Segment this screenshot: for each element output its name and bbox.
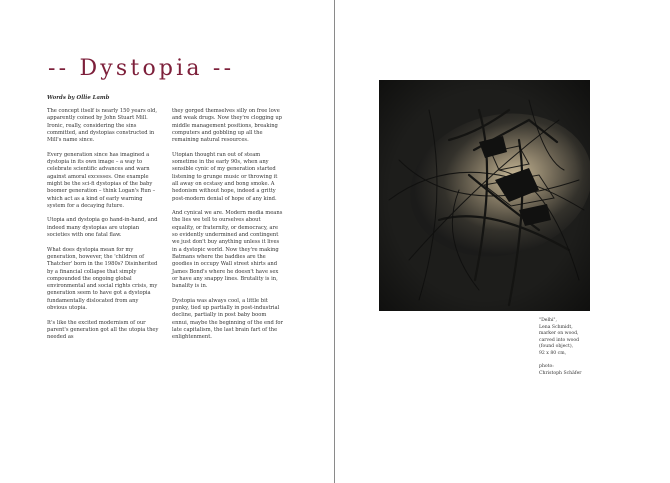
- paragraph: And cynical we are. Modern media means the lies we tell to ourselves about equality, or fraternity, or democracy, are so evidently undermined and contingent we just don't buy anything unless it lives in a dystopic world. Now they're making Batmans where the baddies are the goodies in occupy Wall street shirts and James Bond's where he doesn't have sex or have any snappy lines. Brutality is in, banality is in.: [172, 210, 283, 290]
- caption-line: 92 x 80 cm,: [539, 350, 567, 356]
- caption-line: Lena Schmidt,: [539, 324, 573, 330]
- article-column-1: [47, 108, 159, 349]
- article-column-2: [172, 108, 284, 349]
- paragraph: Utopia and dystopia go hand-in-hand, and indeed many dystopias are utopian societies with one fatal flaw.: [47, 217, 158, 239]
- paragraph: Dystopia was always cool, a little bit punky, tied up partially in post-industrial decline, partially in post baby boom ennui, maybe the beginning of the end for late capitalism, the last brain fart of the enlightenment.: [172, 297, 283, 341]
- caption-line: photo:: [539, 364, 554, 370]
- paragraph: they gorged themselves silly on free love and weak drugs. Now they're clogging up middle management positions, breaking computers and gobbling up all the remaining natural resources.: [172, 108, 282, 144]
- left-page: [0, 0, 334, 483]
- caption-line: Christoph Schäfer: [539, 370, 582, 376]
- caption-line: (found object),: [539, 344, 574, 350]
- paragraph: The concept itself is nearly 150 years old, apparently coined by John Stuart Mill. Ironic, really, considering the sins committed, and dystopias constructed in Mill's name since.: [47, 108, 158, 144]
- paragraph: It's like the excited modernism of our parent's generation got all the utopia they needed as: [47, 319, 159, 341]
- article-byline: Words by Ollie Lamb: [47, 95, 110, 101]
- artwork-caption: [539, 318, 609, 377]
- caption-line: carved into wood: [539, 337, 580, 343]
- caption-line: "Delhi",: [539, 318, 557, 323]
- paragraph: Utopian thought ran out of steam sometime in the early 90s, when any sensible cynic of my generation started listening to grunge music or throwing it all away on ecstasy and bong smoke. A hedonism without hope, indeed a gritty post-modern denial of hope of any kind.: [172, 151, 278, 202]
- abstract-artwork-image: [379, 80, 590, 311]
- article-title: -- Dystopia --: [48, 56, 235, 81]
- paragraph: What does dystopia mean for my generation, however, the 'children of Thatcher' born in the 1980s? Disinherited by a financial collapse that simply compounded the ongoing global environmental and social rights crisis, my generation seem to have got a dystopia fundamentally dislocated from any obvious utopia.: [47, 246, 158, 312]
- caption-line: marker on wood,: [539, 331, 579, 337]
- paragraph: Every generation since has imagined a dystopia in its own image – a way to celebrate scientific advances and warn against amoral excesses. One example might be the sci-fi dystopias of the baby boomer generation – think Logan's Run – which act as a kind of early warning system for a decaying future.: [47, 151, 156, 209]
